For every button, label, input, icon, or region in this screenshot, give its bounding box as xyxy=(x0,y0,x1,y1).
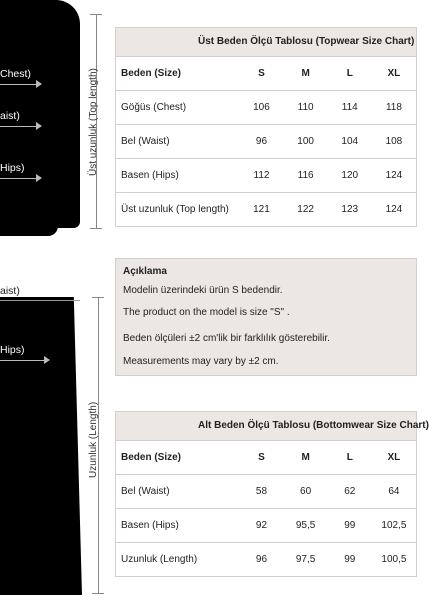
top-garment-sleeve xyxy=(56,0,80,228)
table-cell: 120 xyxy=(328,159,372,193)
table-header-row xyxy=(116,57,416,91)
topwear-size-chart xyxy=(115,27,417,227)
table-cell: 102,5 xyxy=(372,509,416,543)
table-cell: 100 xyxy=(284,125,328,159)
column-header: M xyxy=(284,441,328,475)
note-line: The product on the model is size "S" . xyxy=(123,307,290,318)
table-cell: 96 xyxy=(239,543,283,577)
notes-title: Açıklama xyxy=(123,266,167,277)
table-cell: 95,5 xyxy=(284,509,328,543)
table-cell: 116 xyxy=(284,159,328,193)
table-cell: 99 xyxy=(328,509,372,543)
table-cell: 123 xyxy=(328,193,372,227)
table-cell: 106 xyxy=(239,91,283,125)
waist-measure-line xyxy=(0,126,36,127)
table-row xyxy=(116,509,416,543)
bottom-waist-measure-line xyxy=(0,300,80,301)
table-cell: 58 xyxy=(239,475,283,509)
column-header: S xyxy=(239,441,283,475)
bottomwear-chart-title: Alt Beden Ölçü Tablosu (Bottomwear Size Chart) xyxy=(116,412,416,440)
bottomwear-size-chart xyxy=(115,411,429,577)
row-label: Uzunluk (Length) xyxy=(116,543,239,577)
table-row xyxy=(116,475,416,509)
table-row xyxy=(116,193,416,227)
bottomwear-table xyxy=(116,440,416,576)
bottom-waist-label: aist) xyxy=(0,285,20,297)
table-cell: 110 xyxy=(284,91,328,125)
table-cell: 97,5 xyxy=(284,543,328,577)
table-cell: 96 xyxy=(239,125,283,159)
column-header: L xyxy=(328,57,372,91)
topwear-table xyxy=(116,56,416,226)
table-row xyxy=(116,91,416,125)
column-header: S xyxy=(239,57,283,91)
table-cell: 122 xyxy=(284,193,328,227)
table-cell: 124 xyxy=(372,159,416,193)
table-cell: 99 xyxy=(328,543,372,577)
table-header-row xyxy=(116,441,416,475)
column-header: Beden (Size) xyxy=(116,441,239,475)
length-label: Uzunluk (Length) xyxy=(88,401,99,478)
bottom-hips-measure-line xyxy=(0,360,44,361)
note-line: Measurements may vary by ±2 cm. xyxy=(123,356,279,367)
table-row xyxy=(116,159,416,193)
waist-label: aist) xyxy=(0,110,20,122)
note-line: Modelin üzerindeki ürün S bedendir. xyxy=(123,285,283,296)
table-cell: 64 xyxy=(372,475,416,509)
table-cell: 118 xyxy=(372,91,416,125)
chest-label: Chest) xyxy=(0,68,31,80)
notes-box xyxy=(115,258,417,376)
table-cell: 100,5 xyxy=(372,543,416,577)
row-label: Üst uzunluk (Top length) xyxy=(116,193,239,227)
table-cell: 124 xyxy=(372,193,416,227)
column-header: Beden (Size) xyxy=(116,57,239,91)
chest-measure-arrow xyxy=(36,80,42,88)
row-label: Bel (Waist) xyxy=(116,125,239,159)
table-cell: 60 xyxy=(284,475,328,509)
table-cell: 104 xyxy=(328,125,372,159)
bottom-garment-leg xyxy=(0,297,82,595)
column-header: XL xyxy=(372,441,416,475)
bottom-hips-measure-arrow xyxy=(44,356,50,364)
row-label: Göğüs (Chest) xyxy=(116,91,239,125)
top-length-label: Üst uzunluk (Top length) xyxy=(88,68,99,176)
row-label: Basen (Hips) xyxy=(116,509,239,543)
hips-measure-line xyxy=(0,178,36,179)
table-row xyxy=(116,125,416,159)
note-line: Beden ölçüleri ±2 cm'lik bir farklılık gösterebilir. xyxy=(123,333,330,344)
row-label: Bel (Waist) xyxy=(116,475,239,509)
table-cell: 112 xyxy=(239,159,283,193)
hips-label: Hips) xyxy=(0,162,25,174)
table-row xyxy=(116,543,416,577)
column-header: L xyxy=(328,441,372,475)
hips-measure-arrow xyxy=(36,174,42,182)
waist-measure-arrow xyxy=(36,122,42,130)
topwear-chart-title: Üst Beden Ölçü Tablosu (Topwear Size Chart) xyxy=(116,28,416,56)
top-length-tick-bottom xyxy=(90,228,102,229)
table-cell: 108 xyxy=(372,125,416,159)
chest-measure-line xyxy=(0,84,36,85)
row-label: Basen (Hips) xyxy=(116,159,239,193)
bottom-hips-label: Hips) xyxy=(0,344,25,356)
column-header: XL xyxy=(372,57,416,91)
table-cell: 62 xyxy=(328,475,372,509)
table-cell: 114 xyxy=(328,91,372,125)
table-cell: 92 xyxy=(239,509,283,543)
table-cell: 121 xyxy=(239,193,283,227)
length-tick-bottom xyxy=(92,593,104,594)
column-header: M xyxy=(284,57,328,91)
